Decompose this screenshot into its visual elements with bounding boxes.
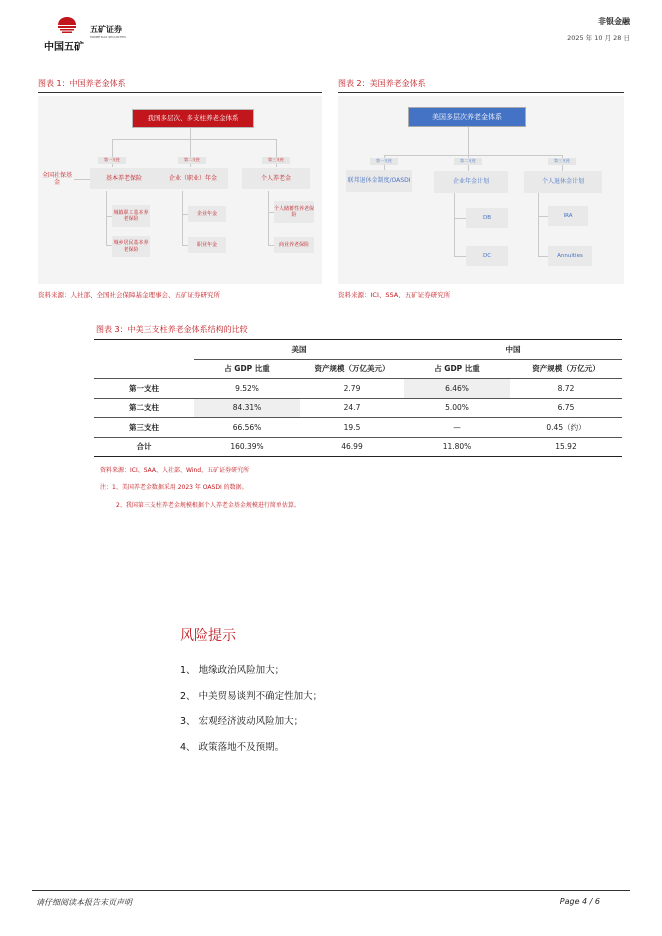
figure3-note1: 注：1、美国养老金数据采用 2023 年 OASDI 的数据。: [100, 484, 248, 491]
china-sub-enterprise-annuity: 企业年金: [188, 206, 226, 222]
company-logo: [40, 16, 140, 56]
figure1-title: 图表 1：中国养老金体系: [38, 79, 126, 88]
risk-item-4: 4、 政策落地不及预期。: [180, 742, 285, 753]
figure2-rule: [338, 92, 624, 93]
table-group-cn: 中国: [404, 340, 622, 360]
table-group-us: 美国: [194, 340, 404, 360]
figure1-source: 资料来源：人社部、全国社会保障基金理事会、五矿证券研究所: [38, 291, 220, 299]
table-header-us-scale: 资产规模（万亿美元）: [300, 359, 404, 379]
us-tag-pillar1: 第一支柱: [370, 158, 398, 165]
us-system-top-box: 美国多层次养老金体系: [408, 107, 526, 127]
china-sub-commercial-insurance: 商业养老保险: [274, 237, 314, 253]
us-sub-dc: DC: [466, 246, 508, 266]
us-sub-db: DB: [466, 208, 508, 228]
table-header-us-gdp: 占 GDP 比重: [194, 359, 300, 379]
figure2-source: 资料来源：ICI、SSA、五矿证券研究所: [338, 291, 451, 299]
figure3-source: 资料来源：ICI、SAA、人社部、Wind、五矿证券研究所: [100, 467, 250, 474]
china-tag-pillar3: 第三支柱: [262, 157, 290, 164]
china-sub-urban-employee: 城镇职工基本养老保险: [112, 205, 150, 227]
table-row: 第一支柱 9.52% 2.79 6.46% 8.72: [94, 379, 622, 399]
china-national-fund: 全国社保基金: [41, 171, 72, 186]
china-pension-diagram: [38, 96, 322, 284]
china-sub-urban-rural: 城乡居民基本养老保险: [112, 236, 150, 257]
china-tag-pillar2: 第二支柱: [178, 157, 206, 164]
figure1-rule: [38, 92, 322, 93]
table-row: 第三支柱 66.56% 19.5 — 0.45（约）: [94, 418, 622, 438]
china-pillar2-box: 企业（职业）年金: [158, 168, 228, 189]
footer-disclaimer: 请仔细阅读本报告末页声明: [36, 898, 132, 907]
risk-item-1: 1、 地缘政治风险加大；: [180, 665, 285, 676]
risk-item-3: 3、 宏观经济波动风险加大；: [180, 716, 304, 727]
figure2-title: 图表 2：美国养老金体系: [338, 79, 426, 88]
risk-section-title: 风险提示: [180, 628, 236, 644]
us-pension-diagram: [338, 96, 624, 284]
report-category: 非银金融: [598, 17, 630, 26]
china-pillar3-box: 个人养老金: [242, 168, 310, 189]
footer-page-number: Page 4 / 6: [559, 897, 600, 906]
us-tag-pillar3: 第三支柱: [548, 158, 576, 165]
us-sub-ira: IRA: [548, 206, 588, 226]
pension-comparison-table: [94, 339, 622, 457]
table-header-cn-scale: 资产规模（万亿元）: [510, 359, 622, 379]
logo-text-cn: 中国五矿: [44, 42, 84, 53]
china-sub-occupational-annuity: 职业年金: [188, 237, 226, 253]
us-sub-annuities: Annuities: [548, 246, 592, 266]
china-system-top-box: 我国多层次、多支柱养老金体系: [132, 109, 254, 128]
logo-text-securities: 五矿证券: [90, 25, 122, 34]
footer-rule: [32, 890, 630, 891]
us-pillar2-box: 企业年金计划: [434, 171, 508, 193]
table-row-total: 合计 160.39% 46.99 11.80% 15.92: [94, 437, 622, 457]
minmetals-emblem-icon: [56, 16, 78, 34]
risk-item-2: 2、 中美贸易谈判不确定性加大；: [180, 691, 323, 702]
report-date: 2025 年 10 月 28 日: [567, 34, 630, 42]
figure3-note2: 2、我国第三支柱养老金规模根据个人养老金基金规模进行简单估算。: [116, 502, 300, 509]
table-row: 第二支柱 84.31% 24.7 5.00% 6.75: [94, 398, 622, 418]
figure3-title: 图表 3：中美三支柱养老金体系结构的比较: [96, 325, 248, 334]
logo-text-securities-en: MINMETALS SECURITIES: [90, 35, 126, 39]
us-pillar1-box: 联邦退休金制度/OASDI: [346, 170, 412, 192]
us-pillar3-box: 个人退休金计划: [524, 171, 602, 193]
china-tag-pillar1: 第一支柱: [98, 157, 126, 164]
table-header-cn-gdp: 占 GDP 比重: [404, 359, 510, 379]
china-sub-savings-insurance: 个人储蓄性养老保险: [274, 201, 314, 223]
china-pillar1-box: 基本养老保险: [90, 168, 158, 189]
us-tag-pillar2: 第二支柱: [454, 158, 482, 165]
